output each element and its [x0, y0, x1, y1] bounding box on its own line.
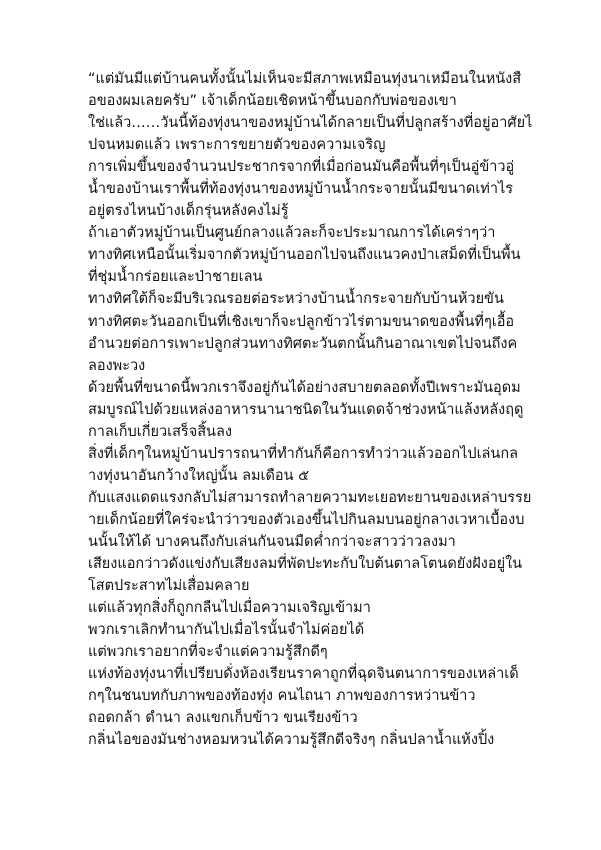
text-line: “แต่มันมีแต่บ้านคนทั้งนั้นไม่เห็นจะมีสภาพเหมือนทุ่งนาเหมือนในหนังสื — [88, 71, 522, 87]
text-line: ใช่แล้ว……วันนี้ท้องทุ่งนาของหมู่บ้านได้กลายเป็นที่ปลูกสร้างที่อยู่อาศัยไ — [88, 115, 533, 132]
text-line: ปจนหมดแล้ว เพราะการขยายตัวของความเจริญ — [88, 137, 386, 154]
text-line: ถ้าเอาตัวหมู่บ้านเป็นศูนย์กลางแล้วละก็จะประมาณการได้เคร่าๆว่า — [88, 225, 496, 242]
text-line: ทางทิศตะวันออกเป็นที่เชิงเขาก็จะปลูกข้าวไร่ตามขนาดของพื้นที่ๆเอื้อ — [88, 313, 515, 330]
text-line: นนั้นให้ได้ บางคนถึงกับเล่นกันจนมืดค่ำกว่าจะสาวว่าวลงมา — [88, 533, 456, 550]
text-line: แต่พวกเราอยากที่จะจำแต่ความรู้สึกดีๆ — [88, 644, 328, 661]
text-line: พวกเราเลิกทำนากันไปเมื่อไรนั้นจำไม่ค่อยได้ — [88, 622, 365, 639]
text-line: อของผมเลยครับ” เจ้าเด็กน้อยเชิดหน้าขึ้นบอกกับพ่อของเขา — [88, 93, 457, 110]
text-line: กๆในชนบทกับภาพของท้องทุ่ง คนไถนา ภาพของการหว่านข้าว — [88, 688, 476, 705]
text-line: ทางทิศใต้ก็จะมีบริเวณรอยต่อระหว่างบ้านน้ำกระจายกับบ้านห้วยขัน — [88, 291, 504, 308]
text-line: แต่แล้วทุกสิ่งก็ถูกกลืนไปเมื่อความเจริญเข้ามา — [88, 600, 371, 617]
text-line: สมบูรณ์ไปด้วยแหล่งอาหารนานาชนิดในวันแดดจ้าช่วงหน้าแล้งหลังฤดู — [88, 401, 524, 418]
text-line: กลิ่นไอของมันช่างหอมหวนได้ความรู้สึกดีจริงๆ กลิ่นปลาน้ำแห้งปิ้ง — [88, 732, 495, 749]
text-line: ด้วยพื้นที่ขนาดนี้พวกเราจึงอยู่กันได้อย่างสบายตลอดทั้งปีเพราะมันอุดม — [88, 379, 521, 396]
text-line: ถอดกล้า ดำนา ลงแขกเก็บข้าว ขนเรียงข้าว — [88, 710, 358, 727]
text-line: สิ่งที่เด็กๆในหมู่บ้านปรารถนาที่ทำกันก็คือการทำว่าวแล้วออกไปเล่นกล — [88, 445, 519, 462]
text-line: างทุ่งนาอันกว้างใหญ่นั้น ลมเดือน ๕ — [88, 467, 310, 484]
text-line: กับแสงแดดแรงกลับไม่สามารถทำลายความทะเยอทะยานของเหล่าบรรย — [88, 489, 532, 506]
text-line: ที่ชุ่มน้ำกร่อยและป่าชายเลน — [88, 269, 263, 286]
text-line: โสตประสาทไม่เสื่อมคลาย — [88, 578, 250, 595]
text-line: ลองพะวง — [88, 357, 146, 374]
text-line: น้ำของบ้านเราพื้นที่ท้องทุ่งนาของหมู่บ้านน้ำกระจายนั้นมีขนาดเท่าไร — [88, 181, 514, 198]
text-line: เสียงแอกว่าวดังแข่งกับเสียงลมที่พัดปะทะกับใบต้นตาลโตนดยังฝังอยู่ใน — [88, 556, 523, 573]
text-line: อยู่ตรงไหนบ้างเด็กรุ่นหลังคงไม่รู้ — [88, 203, 289, 220]
text-line: การเพิ่มขึ้นของจำนวนประชากรจากที่เมื่อก่อนมันคือพื้นที่ๆเป็นอู่ข้าวอู่ — [88, 159, 515, 176]
text-line: กาลเก็บเกี่ยวเสร็จสิ้นลง — [88, 423, 232, 440]
text-line: ายเด็กน้อยที่ใคร่จะนำว่าวของตัวเองขึ้นไปกินลมบนอยู่กลางเวหาเบื้องบ — [88, 511, 525, 528]
text-line: อำนวยต่อการเพาะปลูกส่วนทางทิศตะวันตกนั้นกินอาณาเขตไปจนถึงค — [88, 335, 518, 352]
body-text — [88, 68, 533, 751]
text-line: แห่งท้องทุ่งนาที่เปรียบดั่งห้องเรียนราคาถูกที่ฉุดจินตนาการของเหล่าเด็ — [88, 666, 519, 683]
text-line: ทางทิศเหนือนั้นเริ่มจากตัวหมู่บ้านออกไปจนถึงแนวคงป่าเสม็ดที่เป็นพื้น — [88, 247, 521, 264]
